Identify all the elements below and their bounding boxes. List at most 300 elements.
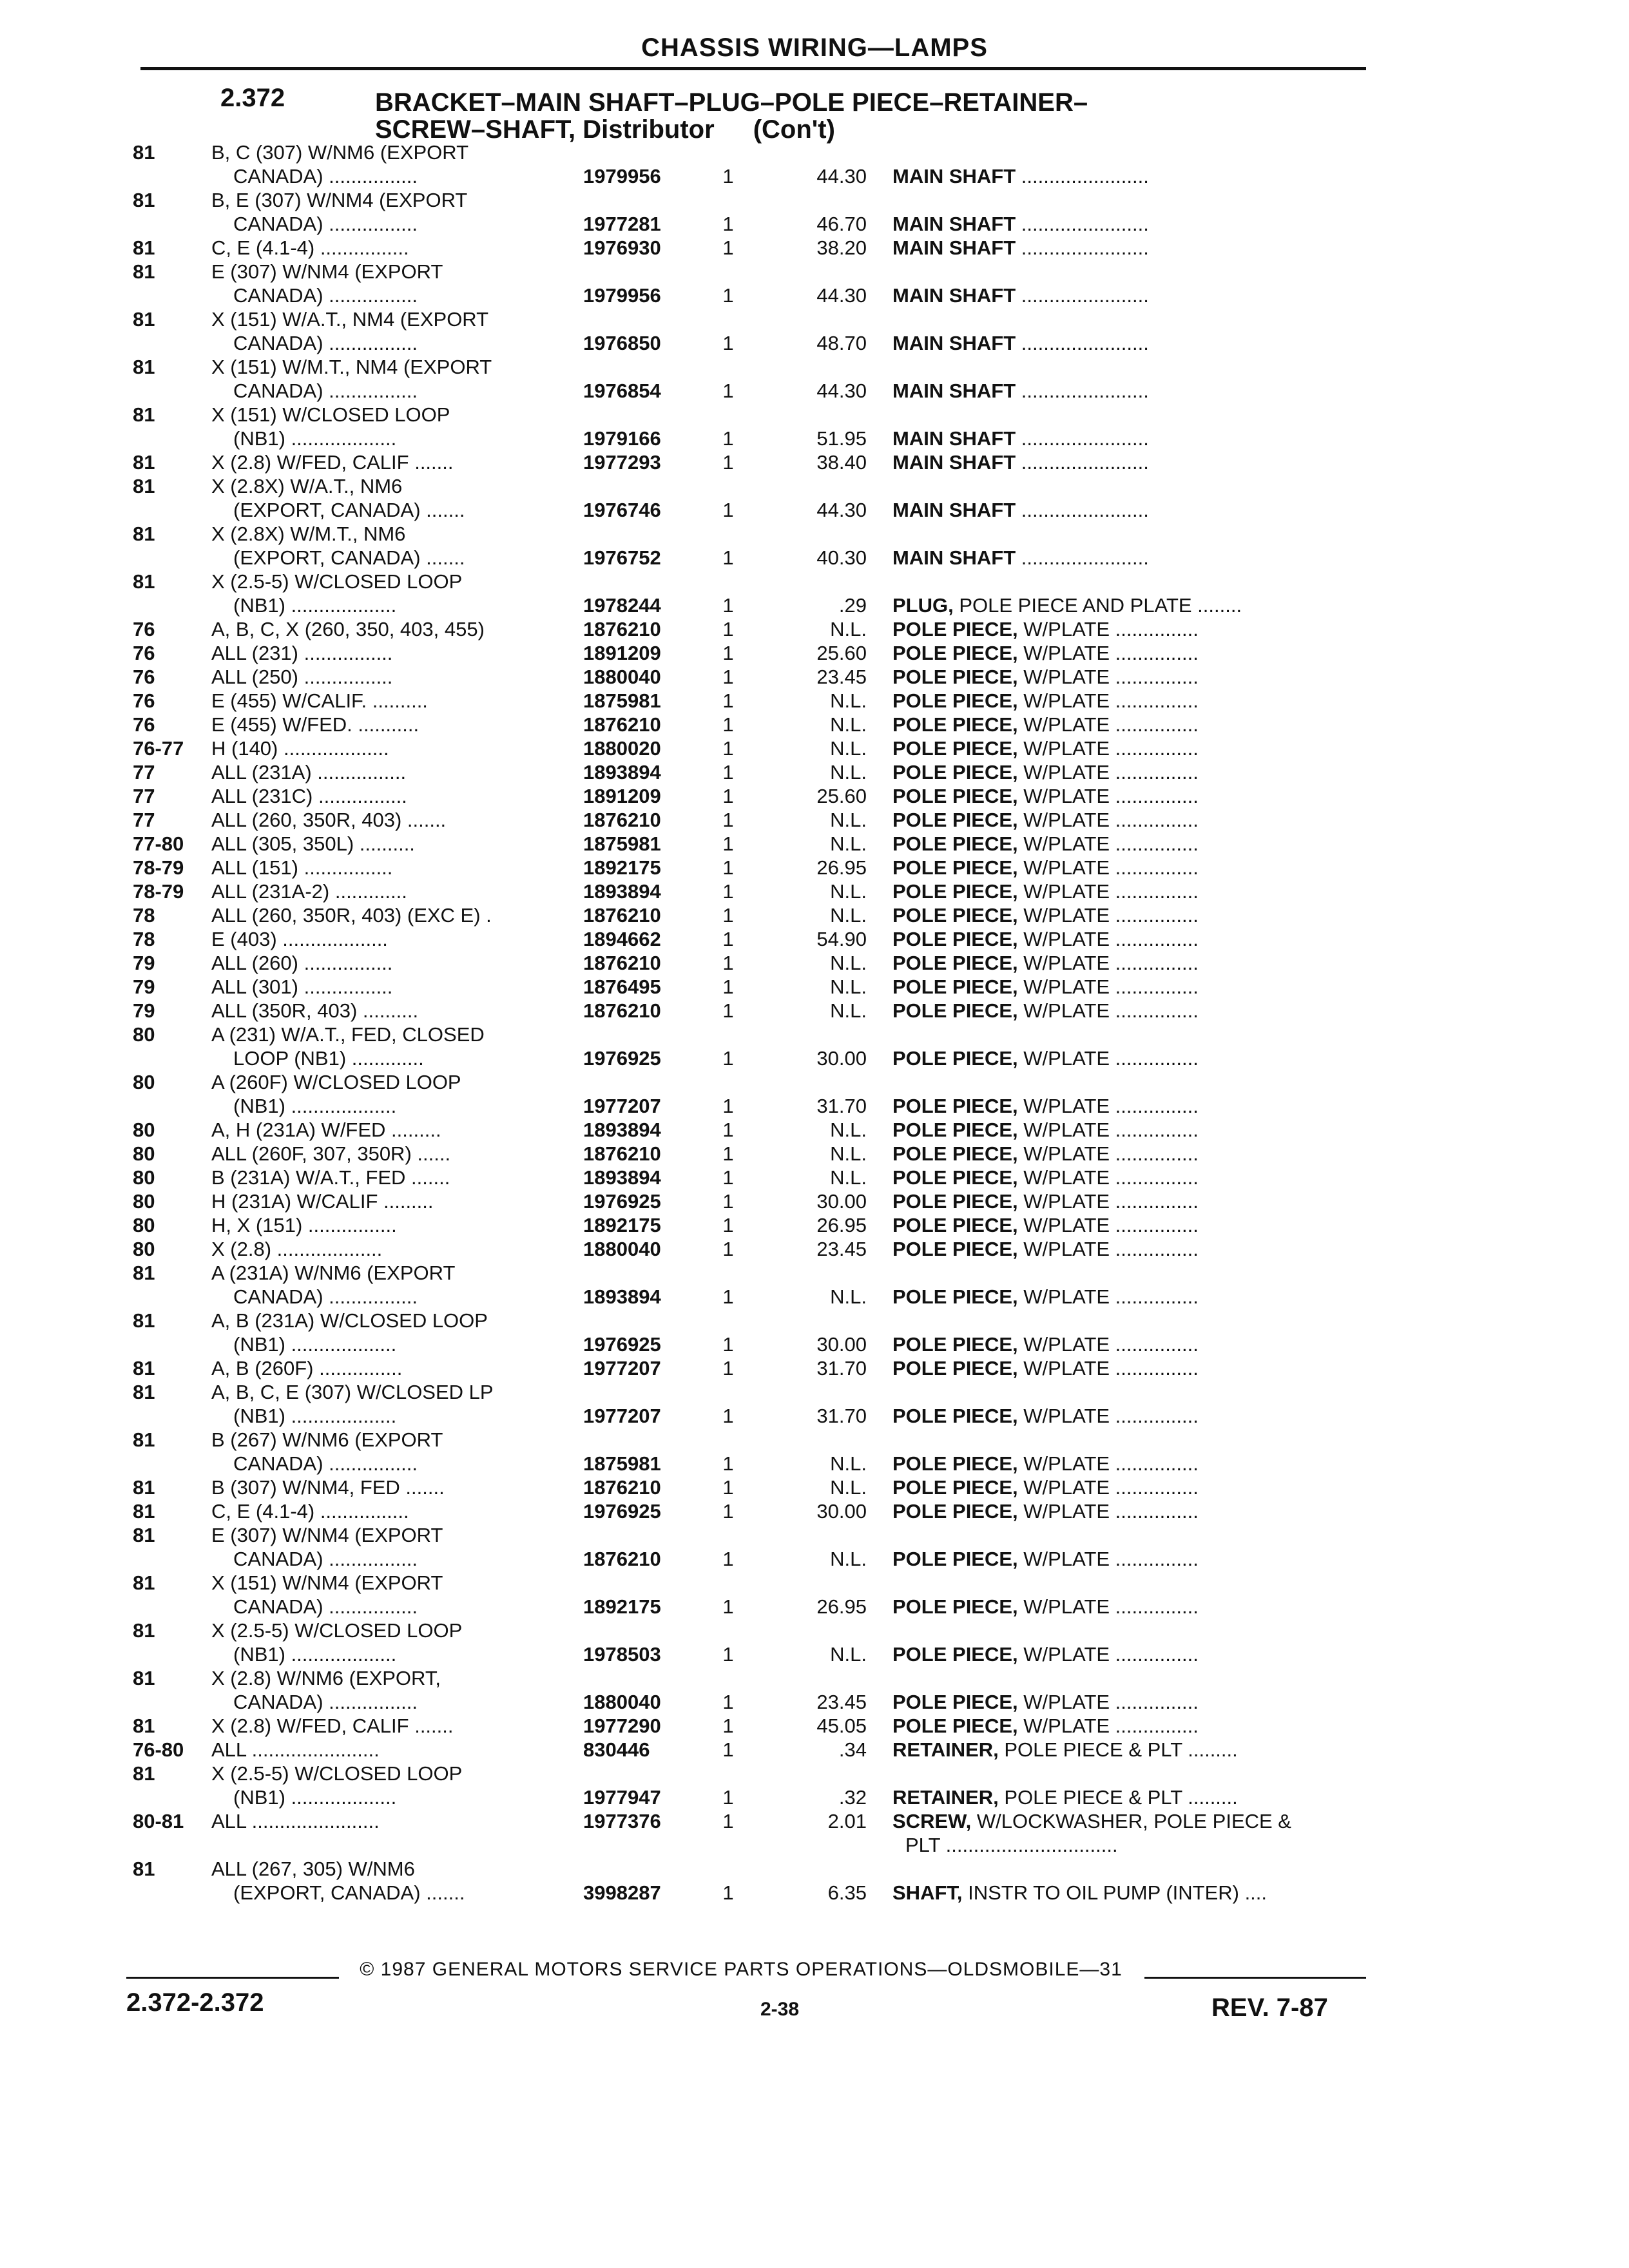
- row-part-name-bold: MAIN SHAFT: [892, 165, 1016, 187]
- row-part-name: [892, 284, 1369, 307]
- row-part-name-rest: W/PLATE ...............: [1017, 1595, 1199, 1618]
- row-description-line: A, B, C, X (260, 350, 403, 455): [211, 618, 485, 640]
- row-part-name: [892, 975, 1369, 999]
- row-quantity: 1: [722, 546, 734, 569]
- row-price: 45.05: [816, 1715, 867, 1737]
- row-part-name-rest: W/PLATE ...............: [1017, 1691, 1199, 1713]
- row-year: 78: [133, 928, 155, 950]
- row-price: .29: [838, 594, 867, 617]
- row-quantity: 1: [722, 1810, 734, 1832]
- row-part-name-bold: POLE PIECE,: [892, 1190, 1018, 1213]
- row-part-name-bold: POLE PIECE,: [892, 1357, 1018, 1379]
- row-price: N.L.: [830, 689, 867, 712]
- row-part-name: [892, 903, 1369, 927]
- row-price: 25.60: [816, 642, 867, 664]
- row-price: N.L.: [830, 1119, 867, 1141]
- row-year: 81: [133, 523, 155, 545]
- row-quantity: 1: [722, 1214, 734, 1236]
- row-part-number: 1976925: [583, 1333, 661, 1356]
- row-price: N.L.: [830, 1476, 867, 1499]
- row-part-name-bold: MAIN SHAFT: [892, 499, 1016, 521]
- row-quantity: 1: [722, 975, 734, 998]
- row-year: 76: [133, 642, 155, 664]
- row-year: 76-80: [133, 1738, 184, 1761]
- row-part-name-bold: POLE PIECE,: [892, 1452, 1018, 1475]
- row-part-name-line2: PLT ...............................: [905, 1834, 1118, 1856]
- row-quantity: 1: [722, 594, 734, 617]
- row-year: 78-79: [133, 880, 184, 903]
- row-year: 76: [133, 689, 155, 712]
- row-quantity: 1: [722, 1786, 734, 1809]
- row-description-line: (EXPORT, CANADA) .......: [233, 1881, 465, 1904]
- row-quantity: 1: [722, 1357, 734, 1379]
- row-description-line: H, X (151) ................: [211, 1214, 397, 1236]
- row-description: [211, 474, 572, 522]
- row-price: 31.70: [816, 1357, 867, 1379]
- row-price: 30.00: [816, 1190, 867, 1213]
- row-description-line: (NB1) ...................: [233, 1405, 397, 1427]
- row-part-name-rest: W/PLATE ...............: [1017, 1333, 1199, 1356]
- row-price: 38.20: [816, 236, 867, 259]
- row-price: .32: [838, 1786, 867, 1809]
- row-quantity: 1: [722, 1190, 734, 1213]
- row-part-name-rest: W/PLATE ...............: [1017, 737, 1199, 760]
- row-price: 23.45: [816, 666, 867, 688]
- row-year: 81: [133, 1500, 155, 1523]
- row-year: 80: [133, 1214, 155, 1236]
- row-part-name-bold: MAIN SHAFT: [892, 236, 1016, 259]
- row-part-name-bold: POLE PIECE,: [892, 785, 1018, 807]
- row-price: 54.90: [816, 928, 867, 950]
- row-description-line: ALL (301) ................: [211, 975, 393, 998]
- row-part-number: 1979956: [583, 165, 661, 187]
- row-price: 44.30: [816, 284, 867, 307]
- row-description: [211, 236, 572, 260]
- row-price: N.L.: [830, 832, 867, 855]
- row-quantity: 1: [722, 1476, 734, 1499]
- row-part-name-rest: W/PLATE ...............: [1017, 1214, 1199, 1236]
- row-part-number: 1978244: [583, 594, 661, 617]
- row-description-line: ALL (260, 350R, 403) (EXC E) .: [211, 904, 492, 927]
- row-description: [211, 403, 572, 450]
- row-price: 26.95: [816, 1595, 867, 1618]
- row-description-line: ALL .......................: [211, 1810, 380, 1832]
- row-description: [211, 856, 572, 879]
- row-year: 80: [133, 1166, 155, 1189]
- row-description-line: H (231A) W/CALIF .........: [211, 1190, 434, 1213]
- row-description-line: (NB1) ...................: [233, 594, 397, 617]
- row-price: 26.95: [816, 1214, 867, 1236]
- row-year: 77-80: [133, 832, 184, 855]
- row-quantity: 1: [722, 1715, 734, 1737]
- row-part-number: 830446: [583, 1738, 650, 1761]
- row-price: N.L.: [830, 1142, 867, 1165]
- row-year: 80-81: [133, 1810, 184, 1832]
- row-description: [211, 1118, 572, 1142]
- row-description: [211, 903, 572, 927]
- row-description: [211, 713, 572, 736]
- row-part-name-bold: POLE PIECE,: [892, 975, 1018, 998]
- row-description-line: H (140) ...................: [211, 737, 389, 760]
- row-part-name-bold: POLE PIECE,: [892, 1715, 1018, 1737]
- row-part-number: 1891209: [583, 642, 661, 664]
- row-description: [211, 1070, 572, 1118]
- row-part-name: [892, 760, 1369, 784]
- row-part-number: 1876210: [583, 904, 661, 927]
- row-year: 79: [133, 952, 155, 974]
- row-description: [211, 1428, 572, 1475]
- row-part-name-bold: POLE PIECE,: [892, 1047, 1018, 1070]
- row-part-name: [892, 450, 1369, 474]
- row-part-name: [892, 832, 1369, 856]
- footer-revision: REV. 7-87: [1211, 1994, 1328, 2022]
- page-header: CHASSIS WIRING—LAMPS: [641, 34, 988, 62]
- row-quantity: 1: [722, 1119, 734, 1141]
- row-year: 81: [133, 189, 155, 211]
- row-part-name: [892, 1118, 1369, 1142]
- row-year: 81: [133, 570, 155, 593]
- row-description: [211, 1261, 572, 1309]
- row-description-line: A (231A) W/NM6 (EXPORT: [211, 1262, 456, 1284]
- row-part-number: 1977376: [583, 1810, 661, 1832]
- row-part-name-rest: W/PLATE ...............: [1017, 880, 1199, 903]
- row-description: [211, 188, 572, 236]
- row-description: [211, 784, 572, 808]
- row-description-line: (NB1) ...................: [233, 1333, 397, 1356]
- row-part-name-bold: POLE PIECE,: [892, 1500, 1018, 1523]
- row-description-line: CANADA) ................: [233, 213, 418, 235]
- row-part-name-rest: W/PLATE ...............: [1017, 1285, 1199, 1308]
- row-part-name: [892, 1332, 1369, 1356]
- row-part-name-rest: .......................: [1016, 332, 1149, 354]
- row-price: 2.01: [827, 1810, 867, 1832]
- row-description: [211, 1619, 572, 1666]
- row-description: [211, 1857, 572, 1905]
- row-quantity: 1: [722, 332, 734, 354]
- row-quantity: 1: [722, 880, 734, 903]
- row-part-name-bold: POLE PIECE,: [892, 1285, 1018, 1308]
- row-quantity: 1: [722, 1047, 734, 1070]
- row-description: [211, 879, 572, 903]
- row-part-name-rest: .......................: [1016, 546, 1149, 569]
- row-description: [211, 641, 572, 665]
- row-description-line: LOOP (NB1) .............: [233, 1047, 424, 1070]
- row-part-name-rest: W/PLATE ...............: [1017, 713, 1199, 736]
- row-description-line: ALL (231C) ................: [211, 785, 407, 807]
- row-part-name: [892, 1142, 1369, 1166]
- row-description-line: ALL (231) ................: [211, 642, 393, 664]
- row-description-line: C, E (4.1-4) ................: [211, 236, 409, 259]
- row-year: 81: [133, 1524, 155, 1546]
- row-part-number: 1876210: [583, 1142, 661, 1165]
- row-price: N.L.: [830, 1166, 867, 1189]
- row-part-number: 1876210: [583, 713, 661, 736]
- row-description: [211, 1762, 572, 1809]
- row-part-name-rest: INSTR TO OIL PUMP (INTER) ....: [962, 1881, 1268, 1904]
- row-part-name-rest: W/PLATE ...............: [1017, 1047, 1199, 1070]
- row-part-name: [892, 1714, 1369, 1738]
- row-price: 44.30: [816, 499, 867, 521]
- row-part-name-bold: POLE PIECE,: [892, 999, 1018, 1022]
- row-description: [211, 1189, 572, 1213]
- row-part-name: [892, 1595, 1369, 1619]
- row-description-line: X (151) W/A.T., NM4 (EXPORT: [211, 308, 489, 331]
- row-quantity: 1: [722, 1142, 734, 1165]
- row-description-line: A, H (231A) W/FED .........: [211, 1119, 441, 1141]
- row-description: [211, 760, 572, 784]
- row-description: [211, 808, 572, 832]
- row-part-number: 1880020: [583, 737, 661, 760]
- row-description-line: B, E (307) W/NM4 (EXPORT: [211, 189, 468, 211]
- row-description: [211, 1714, 572, 1738]
- row-quantity: 1: [722, 1238, 734, 1260]
- row-description-line: X (2.8X) W/M.T., NM6: [211, 523, 406, 545]
- row-part-name-rest: W/PLATE ...............: [1017, 1500, 1199, 1523]
- row-part-name-bold: MAIN SHAFT: [892, 451, 1016, 474]
- row-part-name-rest: W/PLATE ...............: [1017, 1405, 1199, 1427]
- row-part-number: 1893894: [583, 1285, 661, 1308]
- row-description: [211, 1738, 572, 1762]
- row-part-number: 1977290: [583, 1715, 661, 1737]
- row-description: [211, 140, 572, 188]
- row-part-name-rest: W/PLATE ...............: [1017, 642, 1199, 664]
- row-part-number: 1892175: [583, 1595, 661, 1618]
- row-part-name: [892, 1809, 1369, 1857]
- row-part-number: 1891209: [583, 785, 661, 807]
- row-part-name-rest: W/PLATE ...............: [1017, 1166, 1199, 1189]
- row-quantity: 1: [722, 499, 734, 521]
- row-part-name-bold: POLE PIECE,: [892, 1119, 1018, 1141]
- footer-rule-right: [1144, 1977, 1366, 1979]
- row-quantity: 1: [722, 666, 734, 688]
- row-part-name: [892, 1404, 1369, 1428]
- row-part-number: 1977207: [583, 1357, 661, 1379]
- row-quantity: 1: [722, 380, 734, 402]
- row-year: 81: [133, 403, 155, 426]
- row-quantity: 1: [722, 427, 734, 450]
- row-quantity: 1: [722, 1333, 734, 1356]
- row-part-number: 1977281: [583, 213, 661, 235]
- row-part-number: 1894662: [583, 928, 661, 950]
- row-part-name-rest: W/PLATE ...............: [1017, 1095, 1199, 1117]
- row-part-name-rest: W/PLATE ...............: [1017, 832, 1199, 855]
- row-part-name: [892, 879, 1369, 903]
- row-part-name-rest: W/PLATE ...............: [1017, 928, 1199, 950]
- row-part-number: 1876210: [583, 952, 661, 974]
- row-description: [211, 927, 572, 951]
- row-description: [211, 665, 572, 689]
- row-year: 81: [133, 475, 155, 497]
- row-part-name: [892, 736, 1369, 760]
- row-description-line: (NB1) ...................: [233, 1786, 397, 1809]
- row-part-name-rest: POLE PIECE & PLT .........: [998, 1786, 1238, 1809]
- row-quantity: 1: [722, 809, 734, 831]
- row-quantity: 1: [722, 713, 734, 736]
- row-part-name-bold: SCREW,: [892, 1810, 972, 1832]
- row-part-name-rest: .......................: [1016, 236, 1149, 259]
- row-part-name: [892, 212, 1369, 236]
- row-description: [211, 522, 572, 570]
- row-description-line: X (151) W/NM4 (EXPORT: [211, 1571, 443, 1594]
- row-quantity: 1: [722, 928, 734, 950]
- footer-rule-left: [126, 1977, 339, 1979]
- row-price: N.L.: [830, 713, 867, 736]
- row-description-line: E (455) W/CALIF. ..........: [211, 689, 428, 712]
- row-part-name: [892, 689, 1369, 713]
- row-quantity: 1: [722, 1500, 734, 1523]
- row-part-name-rest: .......................: [1016, 380, 1149, 402]
- row-description-line: CANADA) ................: [233, 1452, 418, 1475]
- row-part-name-rest: .......................: [1016, 284, 1149, 307]
- row-description-line: ALL (151) ................: [211, 856, 393, 879]
- row-quantity: 1: [722, 761, 734, 783]
- row-price: N.L.: [830, 737, 867, 760]
- row-description-line: (EXPORT, CANADA) .......: [233, 546, 465, 569]
- row-part-name-rest: W/PLATE ...............: [1017, 761, 1199, 783]
- row-part-name-rest: W/PLATE ...............: [1017, 1452, 1199, 1475]
- row-part-name-bold: POLE PIECE,: [892, 928, 1018, 950]
- row-part-name: [892, 1189, 1369, 1213]
- row-year: 81: [133, 1858, 155, 1880]
- row-part-name: [892, 617, 1369, 641]
- row-part-name: [892, 1499, 1369, 1523]
- row-year: 81: [133, 1715, 155, 1737]
- row-quantity: 1: [722, 904, 734, 927]
- row-part-name-rest: W/PLATE ...............: [1017, 618, 1199, 640]
- row-description-line: ALL (250) ................: [211, 666, 393, 688]
- row-year: 76-77: [133, 737, 184, 760]
- row-description-line: E (403) ...................: [211, 928, 388, 950]
- row-description: [211, 355, 572, 403]
- row-part-name-rest: W/PLATE ...............: [1017, 952, 1199, 974]
- row-part-name-rest: .......................: [1016, 451, 1149, 474]
- row-quantity: 1: [722, 1095, 734, 1117]
- row-description: [211, 1499, 572, 1523]
- row-price: N.L.: [830, 1548, 867, 1570]
- row-description-line: X (2.8) W/NM6 (EXPORT,: [211, 1667, 441, 1689]
- row-description: [211, 1571, 572, 1619]
- row-description-line: ALL (231A) ................: [211, 761, 407, 783]
- row-description-line: A (260F) W/CLOSED LOOP: [211, 1071, 461, 1093]
- row-year: 81: [133, 1309, 155, 1332]
- row-part-number: 1977293: [583, 451, 661, 474]
- row-description-line: CANADA) ................: [233, 1548, 418, 1570]
- row-quantity: 1: [722, 1881, 734, 1904]
- row-part-name: [892, 1046, 1369, 1070]
- row-part-number: 1976925: [583, 1190, 661, 1213]
- row-part-name-rest: W/PLATE ...............: [1017, 785, 1199, 807]
- row-description-line: X (151) W/M.T., NM4 (EXPORT: [211, 356, 492, 378]
- row-description: [211, 1023, 572, 1070]
- row-part-name-rest: W/PLATE ...............: [1017, 1119, 1199, 1141]
- row-part-name: [892, 1690, 1369, 1714]
- row-year: 77: [133, 809, 155, 831]
- row-part-name: [892, 1094, 1369, 1118]
- row-price: 48.70: [816, 332, 867, 354]
- row-part-name-bold: MAIN SHAFT: [892, 213, 1016, 235]
- row-part-number: 1893894: [583, 880, 661, 903]
- row-part-name-rest: W/PLATE ...............: [1017, 856, 1199, 879]
- row-year: 81: [133, 451, 155, 474]
- row-quantity: 1: [722, 165, 734, 187]
- row-part-name: [892, 665, 1369, 689]
- row-price: 23.45: [816, 1238, 867, 1260]
- row-part-name-rest: W/PLATE ...............: [1017, 1715, 1199, 1737]
- row-part-name: [892, 1785, 1369, 1809]
- row-description-line: CANADA) ................: [233, 1595, 418, 1618]
- row-quantity: 1: [722, 236, 734, 259]
- row-description-line: ALL (260, 350R, 403) .......: [211, 809, 447, 831]
- row-part-number: 1880040: [583, 1691, 661, 1713]
- row-price: 44.30: [816, 380, 867, 402]
- row-part-name-bold: POLE PIECE,: [892, 856, 1018, 879]
- row-part-name-rest: W/PLATE ...............: [1017, 666, 1199, 688]
- row-description-line: CANADA) ................: [233, 1285, 418, 1308]
- row-price: N.L.: [830, 975, 867, 998]
- row-description-line: B (307) W/NM4, FED .......: [211, 1476, 445, 1499]
- row-description: [211, 1666, 572, 1714]
- row-part-name-rest: W/PLATE ...............: [1017, 904, 1199, 927]
- row-part-name-bold: POLE PIECE,: [892, 1595, 1018, 1618]
- row-part-number: 1893894: [583, 761, 661, 783]
- row-year: 81: [133, 1381, 155, 1403]
- row-part-name-bold: POLE PIECE,: [892, 618, 1018, 640]
- row-year: 77: [133, 761, 155, 783]
- row-description-line: CANADA) ................: [233, 284, 418, 307]
- row-part-number: 1876210: [583, 1476, 661, 1499]
- row-part-name: [892, 164, 1369, 188]
- row-part-number: 1976850: [583, 332, 661, 354]
- row-description-line: B (267) W/NM6 (EXPORT: [211, 1428, 443, 1451]
- row-year: 79: [133, 975, 155, 998]
- row-part-name-bold: POLE PIECE,: [892, 1548, 1018, 1570]
- row-part-number: 1876210: [583, 618, 661, 640]
- row-part-name-bold: POLE PIECE,: [892, 737, 1018, 760]
- continued-label: (Con't): [753, 115, 835, 144]
- row-price: N.L.: [830, 904, 867, 927]
- row-part-number: 1978503: [583, 1643, 661, 1666]
- row-part-name-bold: POLE PIECE,: [892, 1214, 1018, 1236]
- row-quantity: 1: [722, 642, 734, 664]
- row-quantity: 1: [722, 618, 734, 640]
- row-part-name: [892, 951, 1369, 975]
- row-part-name-bold: MAIN SHAFT: [892, 546, 1016, 569]
- row-part-name-bold: POLE PIECE,: [892, 880, 1018, 903]
- row-description: [211, 570, 572, 617]
- row-description-line: ALL (231A-2) .............: [211, 880, 407, 903]
- row-quantity: 1: [722, 1643, 734, 1666]
- row-quantity: 1: [722, 1405, 734, 1427]
- row-part-name-bold: POLE PIECE,: [892, 689, 1018, 712]
- row-year: 80: [133, 1142, 155, 1165]
- row-price: 26.95: [816, 856, 867, 879]
- row-description: [211, 450, 572, 474]
- row-description-line: A, B, C, E (307) W/CLOSED LP: [211, 1381, 494, 1403]
- row-year: 78-79: [133, 856, 184, 879]
- row-quantity: 1: [722, 213, 734, 235]
- row-year: 81: [133, 356, 155, 378]
- row-price: 25.60: [816, 785, 867, 807]
- row-description: [211, 951, 572, 975]
- row-quantity: 1: [722, 1548, 734, 1570]
- row-price: 30.00: [816, 1333, 867, 1356]
- row-quantity: 1: [722, 284, 734, 307]
- row-part-name: [892, 427, 1369, 450]
- row-part-name-rest: W/LOCKWASHER, POLE PIECE &: [971, 1810, 1291, 1832]
- row-part-name-bold: SHAFT,: [892, 1881, 963, 1904]
- row-description: [211, 1309, 572, 1356]
- row-quantity: 1: [722, 952, 734, 974]
